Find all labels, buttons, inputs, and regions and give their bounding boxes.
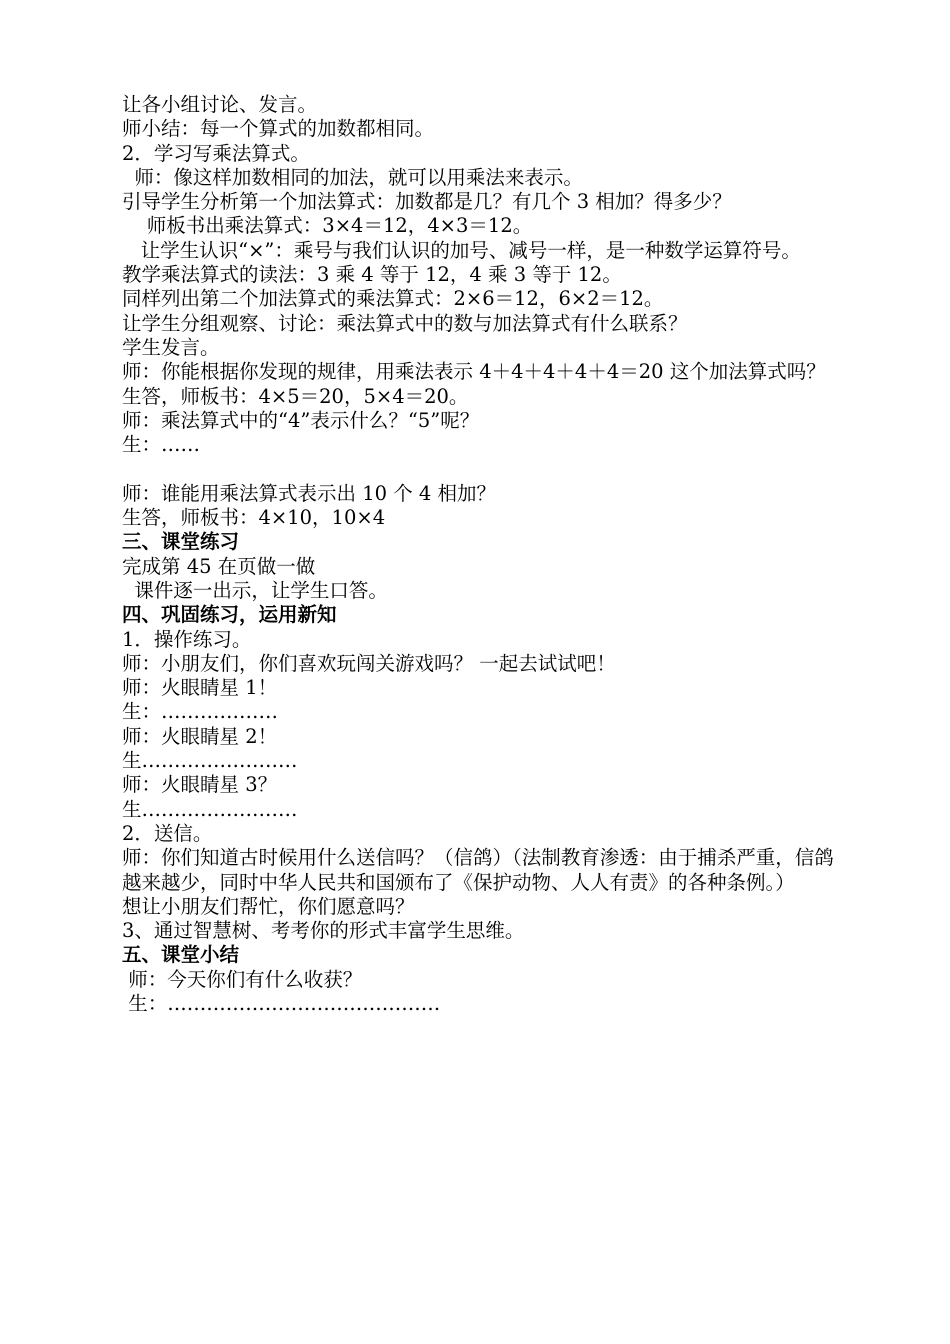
text-line: 师小结：每一个算式的加数都相同。 [122, 117, 435, 141]
text-line: 师：谁能用乘法算式表示出 10 个 4 相加？ [122, 481, 497, 505]
text-line: 课件逐一出示，让学生口答。 [122, 578, 388, 602]
text-line: 生：……………… [122, 700, 279, 724]
text-line: 让学生认识“×”：乘号与我们认识的加号、减号一样，是一种数学运算符号。 [122, 238, 801, 262]
text-line: 2．送信。 [122, 821, 213, 845]
text-line: 师：你能根据你发现的规律，用乘法表示 4＋4＋4＋4＋4＝20 这个加法算式吗？ [122, 360, 826, 384]
text-line: 让学生分组观察、讨论：乘法算式中的数与加法算式有什么联系？ [122, 311, 688, 335]
section-heading: 三、课堂练习 [122, 530, 240, 554]
text-line: 学生发言。 [122, 335, 220, 359]
text-line: 师：火眼睛星 1！ [122, 676, 278, 700]
text-line: 生…………………… [122, 749, 298, 773]
text-line: 生答，师板书：4×10，10×4 [122, 506, 386, 530]
text-line: 同样列出第二个加法算式的乘法算式：2×6＝12，6×2＝12。 [122, 287, 664, 311]
text-line: 生…………………… [122, 797, 298, 821]
section-heading: 四、巩固练习，运用新知 [122, 603, 337, 627]
text-line: 师：火眼睛星 2！ [122, 724, 278, 748]
text-line: 完成第 45 在页做一做 [122, 554, 316, 578]
text-line: 让各小组讨论、发言。 [122, 93, 318, 116]
text-line: 师：小朋友们，你们喜欢玩闯关游戏吗？ 一起去试试吧！ [122, 651, 616, 675]
text-line: 师板书出乘法算式：3×4＝12，4×3＝12。 [122, 214, 533, 238]
text-line: 师：火眼睛星 3？ [122, 773, 278, 797]
text-line: 想让小朋友们帮忙，你们愿意吗？ [122, 894, 415, 918]
text-line: 师：乘法算式中的“4”表示什么？“5”呢？ [122, 408, 480, 432]
text-line: 生答，师板书：4×5＝20，5×4＝20。 [122, 384, 469, 408]
blank-line [122, 457, 834, 481]
text-line: 教学乘法算式的读法：3 乘 4 等于 12，4 乘 3 等于 12。 [122, 263, 622, 287]
section-heading: 五、课堂小结 [122, 943, 240, 967]
text-line: 引导学生分析第一个加法算式：加数都是几？有几个 3 相加？得多少？ [122, 190, 732, 214]
text-line: 师：今天你们有什么收获？ [122, 967, 363, 991]
text-line: 生：…… [122, 433, 201, 457]
text-line: 师：你们知道古时候用什么送信吗？（信鸽）（法制教育渗透：由于捕杀严重，信鸽越来越少，同时中华人民共和国颁布了《保护动物、人人有责》的各种条例。） [122, 846, 834, 894]
document-body [122, 93, 834, 1016]
text-line: 1．操作练习。 [122, 627, 252, 651]
text-line: 师：像这样加数相同的加法，就可以用乘法来表示。 [122, 165, 583, 189]
text-line: 2．学习写乘法算式。 [122, 141, 310, 165]
text-line: 3、通过智慧树、考考你的形式丰富学生思维。 [122, 919, 525, 943]
text-line: 生：…………………………………… [122, 991, 441, 1015]
